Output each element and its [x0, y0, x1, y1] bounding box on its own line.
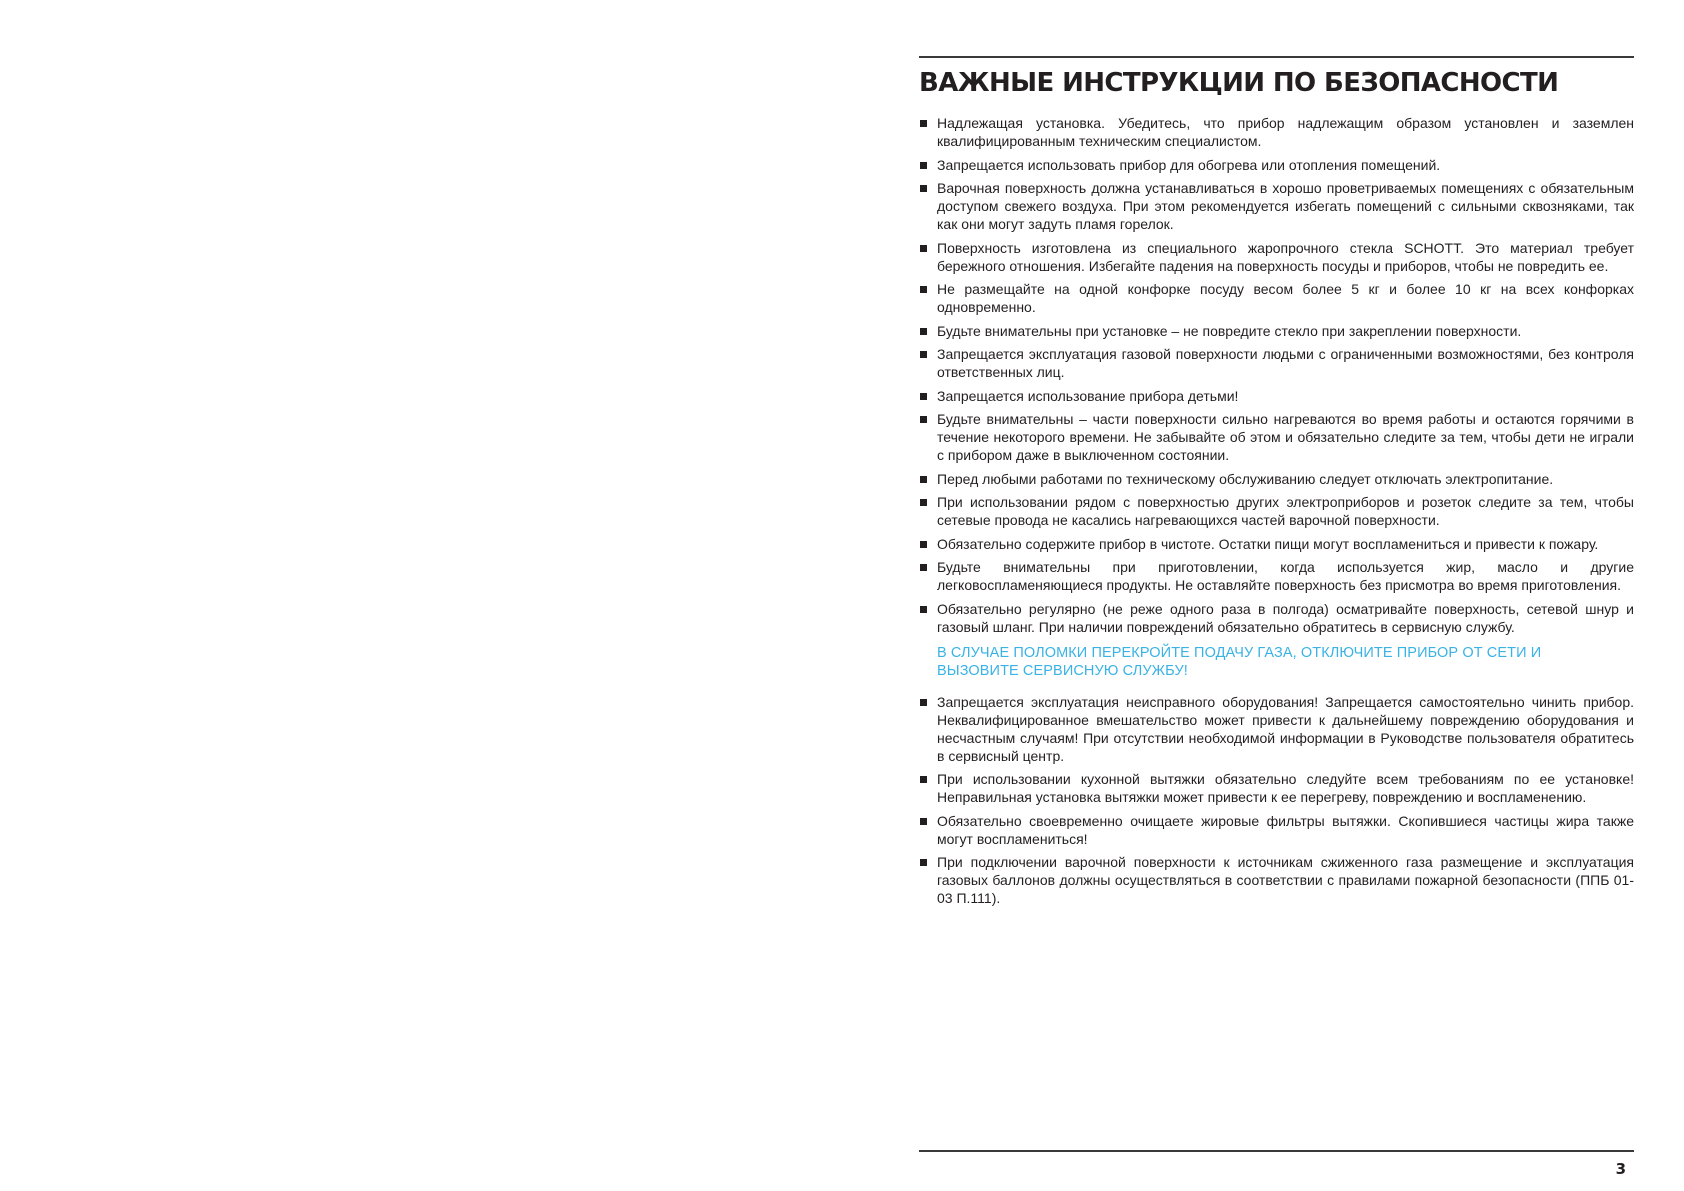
- safety-item-text: Обязательно содержите прибор в чистоте. Остатки пищи могут воспламениться и привести к пожару.: [937, 535, 1599, 552]
- square-bullet-icon: [920, 499, 927, 506]
- square-bullet-icon: [920, 776, 927, 783]
- safety-item: [919, 600, 1634, 636]
- square-bullet-icon: [920, 818, 927, 825]
- top-divider: [919, 56, 1634, 58]
- safety-item: [919, 179, 1634, 233]
- square-bullet-icon: [920, 185, 927, 192]
- safety-item: [919, 493, 1634, 529]
- safety-item: [919, 535, 1634, 553]
- square-bullet-icon: [920, 351, 927, 358]
- safety-item-text: Запрещается эксплуатация неисправного оборудования! Запрещается самостоятельно чинить прибор. Неквалифицированное вмешательство может привести к дальнейшему повреждению оборудования и несчастным случаям! При отсутствии необходимой информации в Руководстве пользователя обратитесь в сервисный центр.: [937, 693, 1634, 764]
- safety-list-primary: [919, 114, 1634, 636]
- square-bullet-icon: [920, 564, 927, 571]
- safety-item: [919, 812, 1634, 848]
- safety-item-text: Запрещается эксплуатация газовой поверхности людьми с ограниченными возможностями, без контроля ответственных лиц.: [937, 346, 1634, 380]
- safety-item: [919, 853, 1634, 907]
- square-bullet-icon: [920, 541, 927, 548]
- square-bullet-icon: [920, 606, 927, 613]
- safety-item: [919, 322, 1634, 340]
- safety-item-text: Обязательно своевременно очищаете жировые фильтры вытяжки. Скопившиеся частицы жира также могут воспламениться!: [937, 812, 1634, 847]
- safety-item-text: Надлежащая установка. Убедитесь, что прибор надлежащим образом установлен и заземлен квалифицированным техническим специалистом.: [937, 115, 1634, 149]
- safety-item-text: При использовании рядом с поверхностью других электроприборов и розеток следите за тем, чтобы сетевые провода не касались нагревающихся частей варочной поверхности.: [937, 494, 1634, 528]
- safety-list-secondary: [919, 693, 1634, 908]
- square-bullet-icon: [920, 393, 927, 400]
- safety-item-text: Не размещайте на одной конфорке посуду весом более 5 кг и более 10 кг на всех конфорках одновременно.: [937, 281, 1634, 315]
- safety-item: [919, 114, 1634, 150]
- breakdown-notice: В СЛУЧАЕ ПОЛОМКИ ПЕРЕКРОЙТЕ ПОДАЧУ ГАЗА, ОТКЛЮЧИТЕ ПРИБОР ОТ СЕТИ И ВЫЗОВИТЕ СЕРВИСНУЮ СЛУЖБУ!: [937, 644, 1542, 679]
- safety-item: [919, 387, 1634, 405]
- safety-item-text: Запрещается использование прибора детьми!: [937, 387, 1239, 404]
- square-bullet-icon: [920, 162, 927, 169]
- safety-item-text: Перед любыми работами по техническому обслуживанию следует отключать электропитание.: [937, 470, 1554, 487]
- square-bullet-icon: [920, 328, 927, 335]
- square-bullet-icon: [920, 476, 927, 483]
- safety-item-text: Будьте внимательны при установке – не повредите стекло при закреплении поверхности.: [937, 322, 1522, 339]
- page-number: 3: [1615, 1160, 1626, 1178]
- safety-content: [919, 114, 1634, 913]
- safety-item: [919, 693, 1634, 765]
- safety-item-text: Варочная поверхность должна устанавливаться в хорошо проветриваемых помещениях с обязательным доступом свежего воздуха. При этом рекомендуется избегать помещений с сильными сквозняками, так как они могут задуть пламя горелок.: [937, 180, 1634, 232]
- square-bullet-icon: [920, 699, 927, 706]
- square-bullet-icon: [920, 416, 927, 423]
- safety-item-text: Будьте внимательны при приготовлении, когда используется жир, масло и другие легковоспламеняющиеся продукты. Не оставляйте поверхность без присмотра во время приготовления.: [937, 559, 1634, 593]
- safety-item: [919, 410, 1634, 464]
- safety-item: [919, 470, 1634, 488]
- square-bullet-icon: [920, 286, 927, 293]
- safety-item-text: При подключении варочной поверхности к источникам сжиженного газа размещение и эксплуатация газовых баллонов должны осуществляться в соответствии с правилами пожарной безопасности (ППБ 01-03 П.111).: [937, 854, 1634, 906]
- safety-item: [919, 770, 1634, 806]
- square-bullet-icon: [920, 859, 927, 866]
- safety-item: [919, 156, 1634, 174]
- page-title: ВАЖНЫЕ ИНСТРУКЦИИ ПО БЕЗОПАСНОСТИ: [919, 68, 1559, 98]
- manual-page: [919, 56, 1634, 1186]
- safety-item-text: Будьте внимательны – части поверхности сильно нагреваются во время работы и остаются горячими в течение некоторого времени. Не забывайте об этом и обязательно следите за тем, чтобы дети не играли с прибором даже в выключенном состоянии.: [937, 411, 1634, 463]
- safety-item-text: Поверхность изготовлена из специального жаропрочного стекла SCHOTT. Это материал требует бережного отношения. Избегайте падения на поверхность посуды и приборов, чтобы не повредить ее.: [937, 239, 1634, 274]
- square-bullet-icon: [920, 245, 927, 252]
- safety-item: [919, 345, 1634, 381]
- safety-item: [919, 239, 1634, 275]
- safety-item-text: Обязательно регулярно (не реже одного раза в полгода) осматривайте поверхность, сетевой шнур и газовый шланг. При наличии повреждений обязательно обратитесь в сервисную службу.: [937, 600, 1634, 635]
- bottom-divider: [919, 1150, 1634, 1152]
- safety-item-text: Запрещается использовать прибор для обогрева или отопления помещений.: [937, 156, 1441, 173]
- safety-item-text: При использовании кухонной вытяжки обязательно следуйте всем требованиям по ее установке! Неправильная установка вытяжки может привести к ее перегреву, повреждению и воспламенению.: [937, 771, 1634, 805]
- safety-item: [919, 280, 1634, 316]
- square-bullet-icon: [920, 120, 927, 127]
- safety-item: [919, 558, 1634, 594]
